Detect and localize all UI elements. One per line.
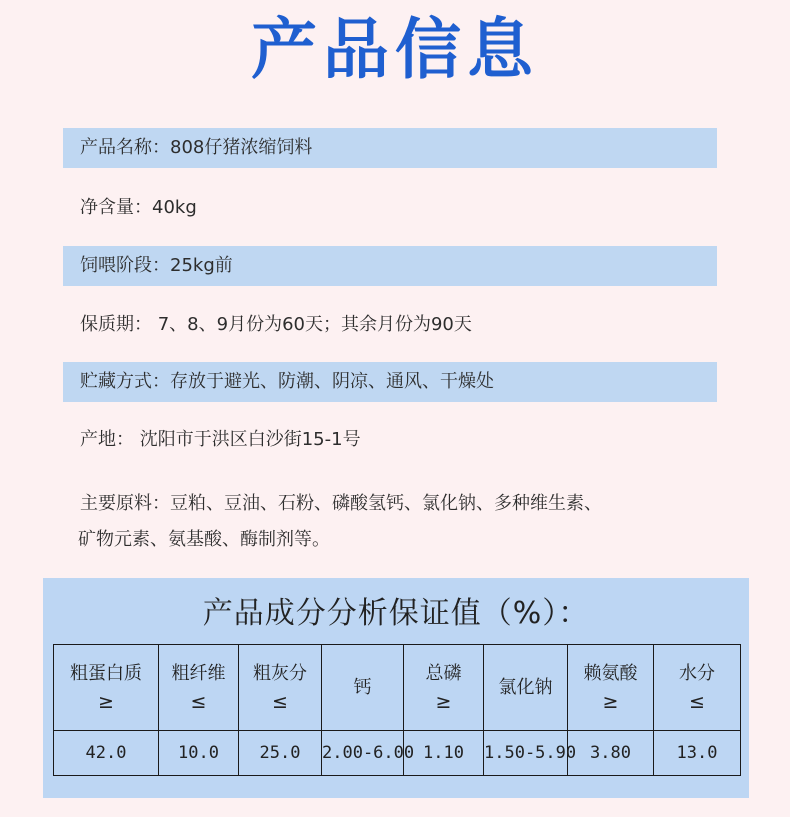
value-cell-calcium: 2.00-6.00 [322,731,404,776]
header-cell-crude-protein: 粗蛋白质 ≥ [54,645,159,731]
info-row-origin: 产地： 沈阳市于洪区白沙街15-1号 [80,429,361,450]
info-row-feeding-stage: 饲喂阶段：25kg前 [63,246,717,286]
header-cell-crude-fiber: 粗纤维 ≤ [159,645,239,731]
header-cell-crude-ash: 粗灰分 ≤ [239,645,322,731]
info-row-net-content: 净含量：40kg [80,197,197,218]
analysis-title: 产品成分分析保证值（%）： [202,596,590,631]
value-cell-lysine: 3.80 [568,731,654,776]
info-row-product-name: 产品名称：808仔猪浓缩饲料 [63,128,717,168]
main-ingredients-line-1: 主要原料：豆粕、豆油、石粉、磷酸氢钙、氯化钠、多种维生素、 [80,493,602,514]
main-ingredients [80,486,730,558]
value-cell-total-phosphorus: 1.10 [404,731,484,776]
analysis-header-row [54,645,741,731]
value-cell-moisture: 13.0 [654,731,741,776]
page-title: 产品信息 [251,11,539,88]
value-cell-crude-ash: 25.0 [239,731,322,776]
value-cell-crude-fiber: 10.0 [159,731,239,776]
header-cell-sodium-chloride: 氯化钠 [484,645,568,731]
header-cell-total-phosphorus: 总磷 ≥ [404,645,484,731]
analysis-table [53,644,741,776]
info-row-storage: 贮藏方式：存放于避光、防潮、阴凉、通风、干燥处 [63,362,717,402]
main-ingredients-line-2: 矿物元素、氨基酸、酶制剂等。 [78,529,330,550]
header-cell-calcium: 钙 [322,645,404,731]
info-row-shelf-life: 保质期： 7、8、9月份为60天；其余月份为90天 [80,314,472,335]
analysis-value-row [54,731,741,776]
value-cell-crude-protein: 42.0 [54,731,159,776]
value-cell-sodium-chloride: 1.50-5.90 [484,731,568,776]
analysis-panel [43,578,749,798]
header-cell-moisture: 水分 ≤ [654,645,741,731]
header-cell-lysine: 赖氨酸 ≥ [568,645,654,731]
